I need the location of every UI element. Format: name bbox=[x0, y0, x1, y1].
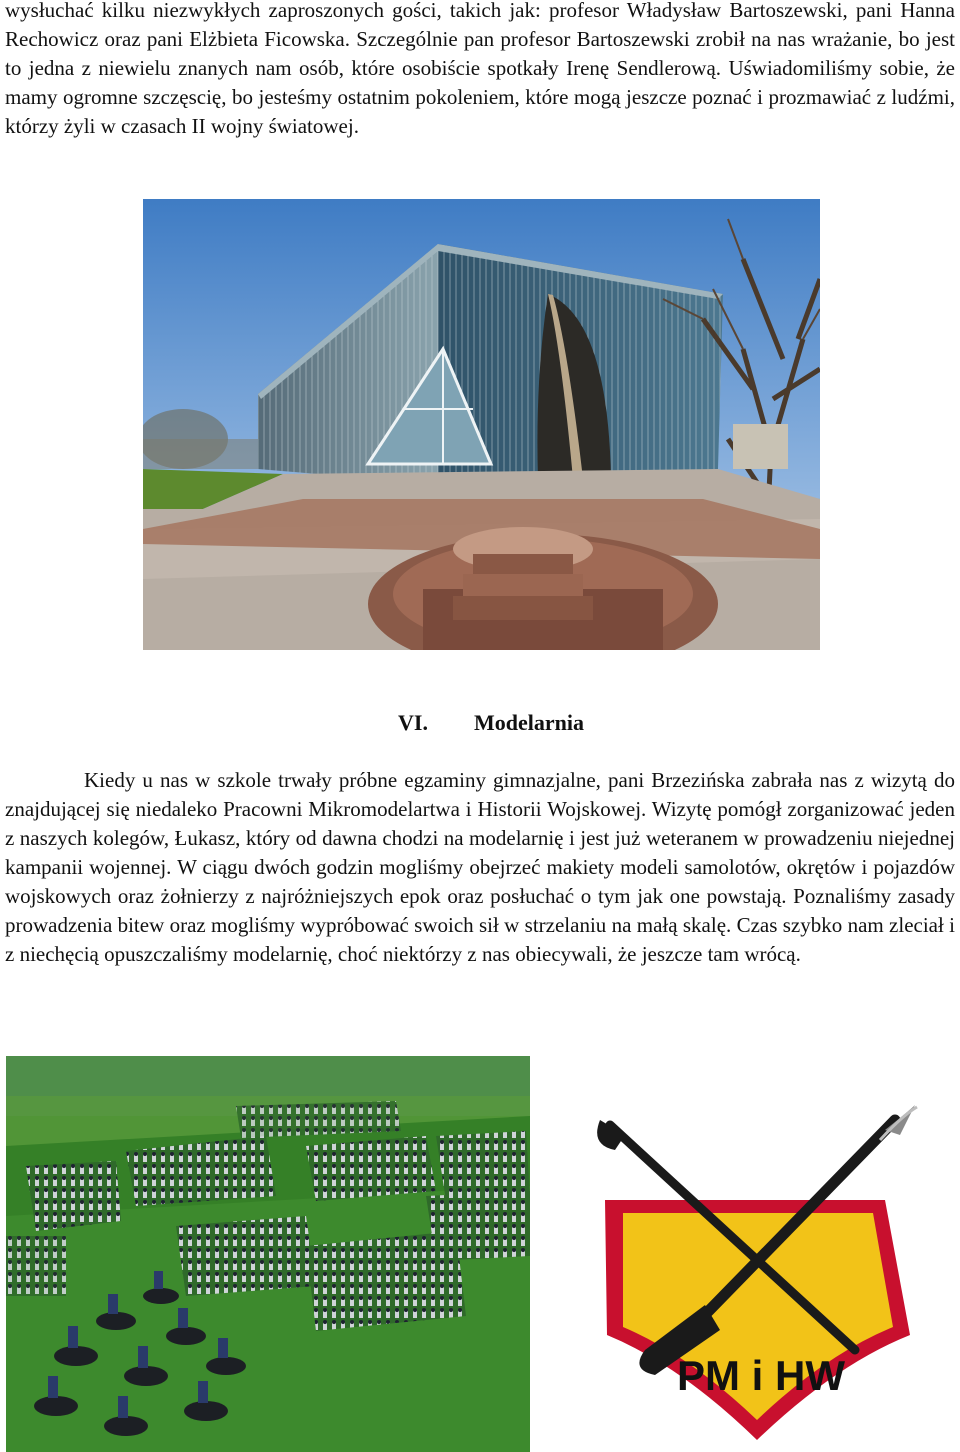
emblem-text: PM i HW bbox=[677, 1352, 845, 1399]
intro-paragraph: wysłuchać kilku niezwykłych zaproszonych gości, takich jak: profesor Władysław Bartoszewski, pani Hanna Rechowicz oraz pani Elżbieta Ficowska. Szczególnie pan profesor Bartoszewski zrobił na nas wrażanie, bo jest to jedna z niewielu znanych nam osób, które osobiście spotkały Irenę Sendlerową. Uświadomiliśmy sobie, że mamy ogromne szczęscię, bo jesteśmy ostatnim pokoleniem, które mogą jeszcze poznać i prozmawiać z ludźmi, którzy żyli w czasach II wojny światowej. bbox=[5, 0, 955, 138]
section-number: VI. bbox=[398, 710, 428, 735]
section-title: Modelarnia bbox=[474, 710, 584, 735]
museum-building-photo bbox=[143, 199, 820, 650]
miniature-soldiers-photo bbox=[6, 1056, 530, 1452]
pmihw-emblem-logo bbox=[585, 1105, 930, 1445]
modelarnia-paragraph: Kiedy u nas w szkole trwały próbne egzaminy gimnazjalne, pani Brzezińska zabrała nas z wizytą do znajdującej się niedaleko Pracowni Mikromodelartwa i Historii Wojskowej. Wizytę pomógł zorganizować jeden z naszych kolegów, Łukasz, który od dawna chodzi na modelarnię i jest już weteranem w prowadzeniu niejednej kampanii wojennej. W ciągu dwóch godzin mogliśmy obejrzeć makiety modeli samolotów, okrętów i pojazdów wojskowych oraz żołnierzy z najróżniejszych epok oraz posłuchać o tym jak one powstają. Poznaliśmy zasady prowadzenia bitew oraz mogliśmy wypróbować swoich sił w strzelaniu na małą skalę. Czas szybko nam zleciał i z niechęcią opuszczaliśmy modelarnię, choć niektórzy z nas obiecywali, że jeszcze tam wrócą. bbox=[5, 768, 955, 966]
